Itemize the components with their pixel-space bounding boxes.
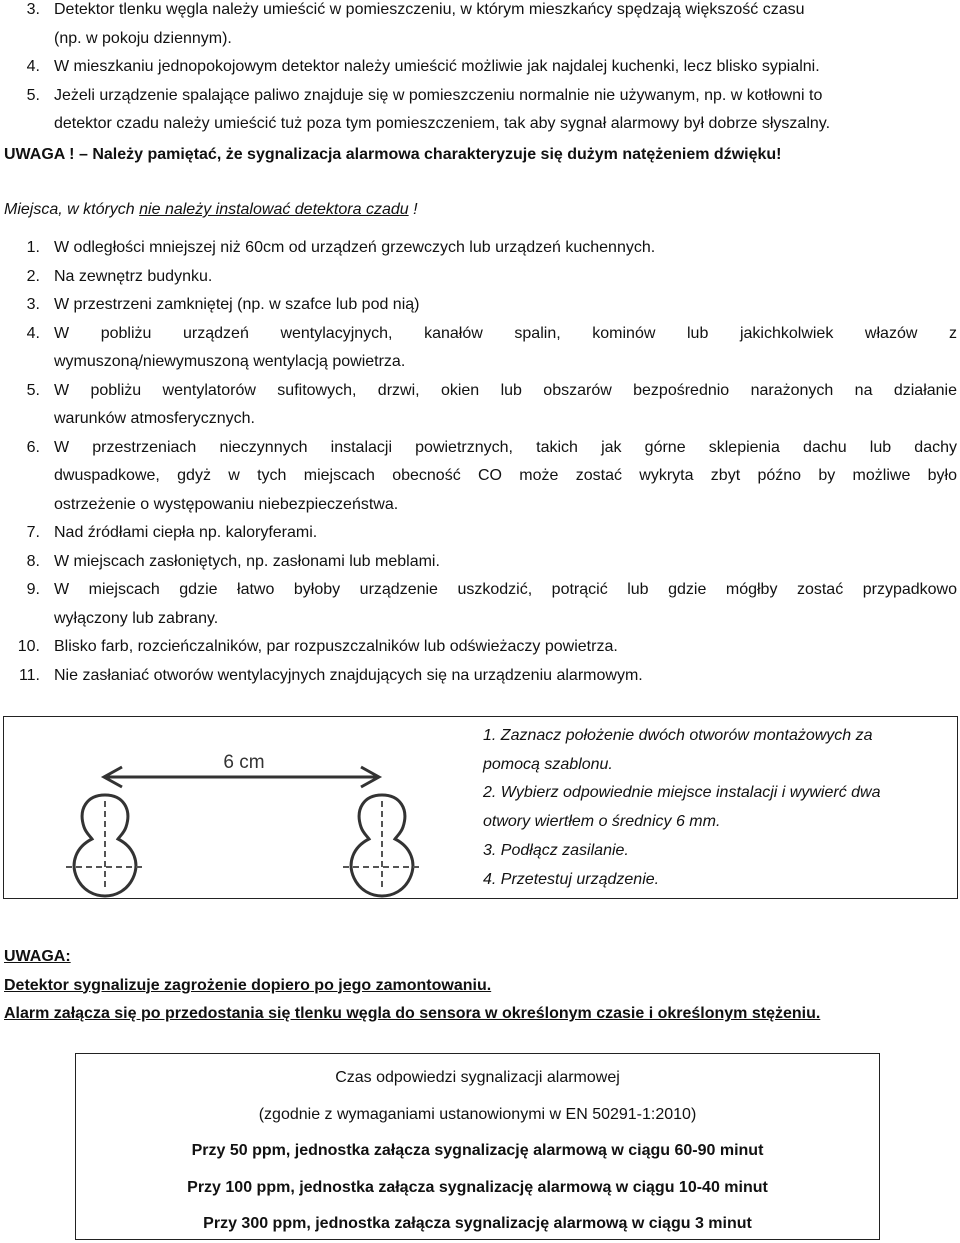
placement-list: [0, 0, 960, 139]
list-item: 11. Nie zasłaniać otworów wentylacyjnych znajdujących się na urządzeniu alarmowym.: [18, 666, 643, 684]
dimension-label: 6 cm: [223, 752, 265, 773]
list-text: (np. w pokoju dziennym).: [54, 29, 232, 47]
list-item: 6. W przestrzeniach nieczynnych instalacji powietrznych, takich jak górne sklepienia dachu lub dachy dwuspadkowe, gdyż w tych miejscach obecność CO może zostać wykryta zbyt późno by możliwe było ostrzeżenie o występowaniu niebezpieczeństwa.: [26, 438, 957, 513]
list-item: 9. W miejscach gdzie łatwo byłoby urządzenie uszkodzić, potrącić lub gdzie mógłby zostać przypadkowo wyłączony lub zabrany.: [26, 581, 957, 627]
list-item: 2. Na zewnętrz budynku.: [26, 267, 213, 285]
uwaga-block: [4, 943, 820, 1029]
list-item: [0, 53, 960, 82]
step-text: 3. Podłącz zasilanie.: [483, 841, 629, 859]
list-item: 8. W miejscach zasłoniętych, np. zasłonami lub meblami.: [26, 552, 440, 570]
list-item: 5. W pobliżu wentylatorów sufitowych, drzwi, okien lub obszarów bezpośrednio narażonych na działanie warunków atmosferycznych.: [26, 381, 957, 427]
list-text: W mieszkaniu jednopokojowym detektor należy umieścić możliwie jak najdalej kuchenki, lecz blisko sypialni.: [54, 58, 820, 75]
warning-line: [4, 141, 782, 169]
list-number: 3.: [26, 1, 40, 18]
step-text: 1. Zaznacz położenie dwóch otworów montażowych za: [483, 727, 873, 744]
keyhole-right-icon: [343, 795, 421, 896]
step-text: 2. Wybierz odpowiednie miejsce instalacji i wywierć dwa: [483, 784, 881, 802]
mounting-steps: [483, 722, 953, 894]
step-text: otwory wiertłem o średnicy 6 mm.: [483, 813, 721, 831]
list-number: 4.: [26, 58, 40, 75]
list-item: 10. Blisko farb, rozcieńczalników, par rozpuszczalników lub odświeżaczy powietrza.: [17, 638, 618, 655]
uwaga-title: UWAGA:: [4, 948, 71, 965]
warning-lead: UWAGA !: [4, 146, 75, 163]
list-text: detektor czadu należy umieścić tuż poza tym pomieszczeniem, tak aby sygnał alarmowy był dobrze słyszalny.: [54, 115, 831, 132]
list-item: 3. W przestrzeni zamkniętej (np. w szafce lub pod nią): [26, 296, 420, 313]
step-text: pomocą szablonu.: [483, 755, 613, 773]
step-text: 4. Przetestuj urządzenie.: [483, 870, 660, 888]
list-text: Jeżeli urządzenie spalające paliwo znajduje się w pomieszczeniu normalnie nie używanym, np. w kotłowni to: [54, 86, 823, 104]
response-subtitle: (zgodnie z wymaganiami ustanowionymi w EN 50291-1:2010): [258, 1105, 697, 1123]
response-time-box: [75, 1053, 880, 1240]
forbidden-places-list: [0, 234, 960, 690]
warning-text: – Należy pamiętać, że sygnalizacja alarmowa charakteryzuje się dużym natężeniem dźwięku!: [78, 146, 782, 163]
mounting-template-diagram: [4, 717, 474, 898]
keyhole-left-icon: [66, 795, 144, 896]
list-item: 1. W odległości mniejszej niż 60cm od urządzeń grzewczych lub urządzeń kuchennych.: [26, 239, 656, 256]
list-item: [0, 82, 960, 139]
list-number: 5.: [26, 86, 40, 104]
list-item: [0, 0, 960, 53]
response-row: Przy 100 ppm, jednostka załącza sygnalizację alarmową w ciągu 10-40 minut: [187, 1178, 768, 1196]
list-text: Detektor tlenku węgla należy umieścić w pomieszczeniu, w którym mieszkańcy spędzają większość czasu: [54, 1, 805, 18]
places-heading: Miejsca, w których nie należy instalować detektora czadu !: [4, 201, 418, 218]
list-item: 7. Nad źródłami ciepła np. kaloryferami.: [26, 524, 318, 541]
uwaga-line: Alarm załącza się po przedostania się tlenku węgla do sensora w określonym czasie i określonym stężeniu.: [4, 1005, 821, 1022]
response-row: Przy 50 ppm, jednostka załącza sygnalizację alarmową w ciągu 60-90 minut: [191, 1142, 764, 1159]
response-title: Czas odpowiedzi sygnalizacji alarmowej: [335, 1069, 620, 1086]
response-row: Przy 300 ppm, jednostka załącza sygnalizację alarmową w ciągu 3 minut: [203, 1215, 752, 1232]
list-item: 4. W pobliżu urządzeń wentylacyjnych, kanałów spalin, kominów lub jakichkolwiek włazów z wymuszoną/niewymuszoną wentylacją powietrza.: [26, 324, 957, 370]
uwaga-line: Detektor sygnalizuje zagrożenie dopiero po jego zamontowaniu.: [4, 976, 492, 994]
